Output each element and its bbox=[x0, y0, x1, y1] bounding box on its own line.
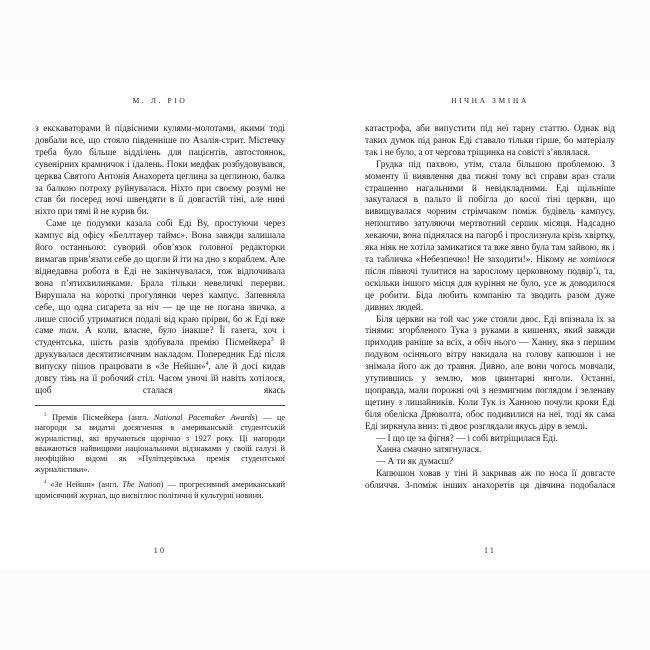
page-left bbox=[35, 80, 285, 570]
left-page-body bbox=[35, 124, 285, 506]
footnote: $^3$ Премія Пісмейкера (англ. National Pacemaker Awards) — це нагороди за видатні досягнення в американській студентській журналістиці, які вручаються щорічно з 1927 року. Ці нагороди вважаються найвищими національними відзнаками у своїй галузі й неофіційно відомі як «Пулітцерівська премія студентської журналістики». bbox=[35, 412, 285, 474]
page-number-right: 11 bbox=[483, 546, 497, 555]
paragraph: Біля церкви на той час уже стояли двоє. Еді впізнала їх за тінями: згорбленого Тука з руками в кишенях, який завжди приходив раніше за всіх, а обіч нього — Ханну, яка з першим подувом осіннього вітру накидала на голову капюшон і не знімала його аж до травня. Дивно, але вони чогось мовчали, утупившись у землю, мов цвинтарні янголи. Останні, щоправда, мали порожні очі з незмигним поглядом і зеленаву щетину з лишайників. Коли Тук із Ханною почули кроки Еді біля обеліска Дрюволта, обоє подивилися на неї, тоді як сама Еді зиркнула вниз: ті двоє розглядали якусь діру в землі. bbox=[365, 314, 615, 432]
paragraph: Капюшон ховав у тіні й закривав аж по носа її довгасте обличчя. З-поміж інших анахоретів ця дівчина подобалася bbox=[365, 469, 615, 492]
running-head-title: НІЧНА ЗМІНА bbox=[451, 96, 529, 105]
footnotes bbox=[35, 405, 285, 501]
paragraph-dialog: Ханна смачно затягнулася. bbox=[376, 445, 482, 456]
footnote-divider bbox=[35, 405, 285, 406]
paragraph: Саме це подумки казала собі Еді Ву, простуючи через кампус від офісу «Беллтауер таймс». Вона завжди залишала його останньою: суворий обов’язок головної редакторки вимагав прив’язати себе до щогли й іти на дно з кораблем. Але віднедавна робота в Еді не закінчувалася, тож відпочивала вона п’ятихвилинками. Брала тільки невеличкі перерви. Вирушала на короткі прогулянки через кампус. Запевняла себе, що одна сигарета за ніч — це ще не погана звичка, а лише спосіб утриматися подалі від краю прірви, бо ж Еді вже саме там. А коли, власне, було інакше? Її газета, хоч і студентська, шість разів здобувала премію Пісмейкера$^3$ й друкувалася десятитисячним накладом. Попередник Еді після випуску пішов працювати в «Зе Нейшн»$^4$, але й досі кидав довгу тінь на її робочий стіл. Часом уночі їй навіть хотілося, щоб сталася якась bbox=[35, 219, 286, 396]
paragraph-dialog: — А ти як думаєш? bbox=[376, 457, 454, 468]
paragraph: з екскаваторами й підвісними кулями-молотами, якими тоді довбали все, що стояло південніше по Азалія-стрит. Містечку треба було більше відділень для пацієнтів, автостоянок, сувенірних крамничок і їдалень. Поки медфак розбудовувався, церква Святого Антонія Анахорета цеглина за цеглиною, балка за балкою потроху руйнувалася. Ніхто при своєму розумі не став би посеред ночі швендяти в її довгастій тіні, але нині ніхто при тямі й не курив би. bbox=[35, 124, 285, 218]
book-spread bbox=[0, 80, 650, 570]
right-page-body bbox=[365, 124, 615, 493]
running-head-author: М. Л. РІО bbox=[132, 96, 188, 105]
paragraph-dialog: — І що це за фігня? — і собі витріщилася Еді. bbox=[376, 433, 558, 444]
footnote: $^4$ «Зе Нейшн» (англ. The Nation) — прогресивний американський щомісячний журнал, що висвітлює політичні й культурні новини. bbox=[35, 479, 285, 500]
page-right bbox=[365, 80, 615, 570]
paragraph: катастрофа, аби випустити під неї гарну статтю. Однак від таких думок під ранок Еді ставало тільки гірше, бо матеріалу так і не було, а от чергова тріщинка на совісті з’являлася. bbox=[365, 124, 615, 158]
page-number-left: 10 bbox=[153, 546, 167, 555]
paragraph: Грудка під пахвою, утім, стала більшою проблемою. З моменту її виявлення два тижні тому всі справи враз стали страшенно нагальними й невідкладними. Еді щільніше закуталася в пальто й побігла до косої тіні церкви, що вивищувалася чорним стрімчаком поміж будівель кампусу, непоштиво затуляючи мертвотний серпик місяця. Надсадно хекаючи, вона піднялася на пагорб і прослизнула крізь хвіртку, яка ніяк не хотіла замикатися та вже явно була там зайвою, як і та табличка «Небезпечно! Не заходити!». Нікому не хотілося після півночі тулитися на зарослому церковному подвір’ї, та, оскільки іншого місця для куріння не було, усе ж доводилося це робити. Біда любить компанію та зводить разом дуже дивних людей. bbox=[365, 159, 615, 313]
